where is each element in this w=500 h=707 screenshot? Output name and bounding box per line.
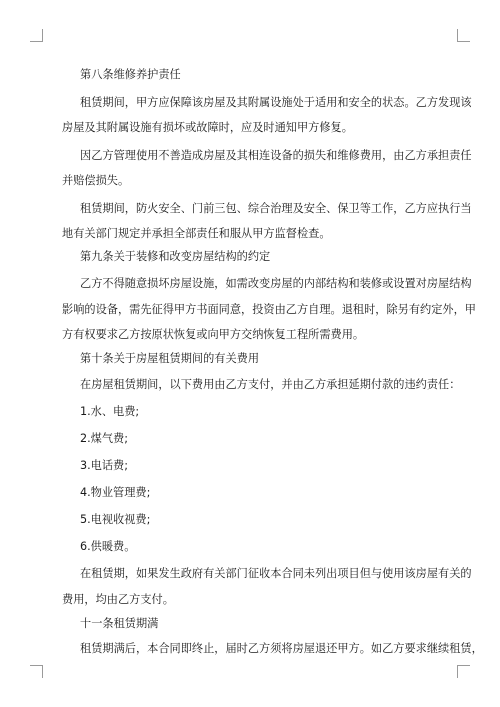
list-item: 5.电视收视费; — [80, 513, 151, 526]
paragraph-line: 房屋及其附属设施有损坏或故障时，应及时通知甲方修复。 — [62, 121, 353, 134]
list-item: 2.煤气费; — [80, 432, 129, 445]
paragraph-line: 乙方不得随意损坏房屋设施，如需改变房屋的内部结构和装修或设置对房屋结构 — [80, 277, 472, 290]
section-heading-10: 第十条关于房屋租赁期间的有关费用 — [80, 352, 260, 365]
paragraph-line: 租赁期间，甲方应保障该房屋及其附属设施处于适用和安全的状态。乙方发现该 — [80, 96, 472, 109]
paragraph-line: 在房屋租赁期间，以下费用由乙方支付，并由乙方承担延期付款的违约责任： — [80, 378, 461, 391]
section-heading-9: 第九条关于装修和改变房屋结构的约定 — [80, 250, 271, 263]
list-item: 4.物业管理费; — [80, 486, 151, 499]
paragraph-line: 并赔偿损失。 — [62, 174, 130, 187]
paragraph-line: 租赁期满后，本合同即终止，届时乙方须将房屋退还甲方。如乙方要求继续租赁， — [80, 642, 483, 655]
list-item: 3.电话费; — [80, 459, 129, 472]
paragraph-line: 影响的设备，需先征得甲方书面同意，投资由乙方自理。退租时，除另有约定外，甲 — [62, 303, 476, 316]
paragraph-line: 地有关部门规定并承担全部责任和服从甲方监督检查。 — [62, 227, 331, 240]
paragraph-line: 在租赁期，如果发生政府有关部门征收本合同未列出项目但与使用该房屋有关的 — [80, 567, 472, 580]
paragraph-line: 因乙方管理使用不善造成房屋及其相连设备的损失和维修费用，由乙方承担责任 — [80, 149, 472, 162]
paragraph-line: 方有权要求乙方按原状恢复或向甲方交纳恢复工程所需费用。 — [62, 328, 365, 341]
list-item: 1.水、电费; — [80, 405, 140, 418]
paragraph-line: 费用，均由乙方支付。 — [62, 593, 174, 606]
list-item: 6.供暖费。 — [80, 540, 136, 553]
section-heading-11: 十一条租赁期满 — [80, 617, 159, 630]
paragraph-line: 租赁期间，防火安全、门前三包、综合治理及安全、保卫等工作，乙方应执行当 — [80, 202, 472, 215]
section-heading-8: 第八条维修养护责任 — [80, 68, 181, 81]
